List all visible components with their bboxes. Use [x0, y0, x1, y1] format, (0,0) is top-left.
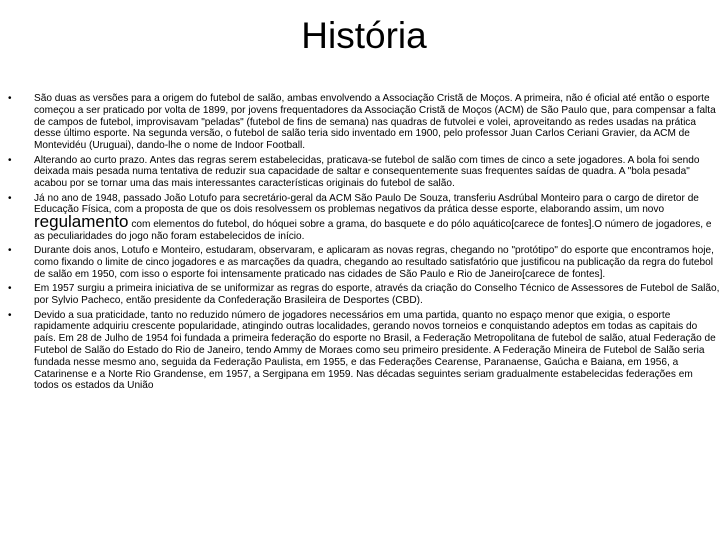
bullet-text: Durante dois anos, Lotufo e Monteiro, estudaram, observaram, e aplicaram as novas regras, chegando no "protótipo" do esporte que encontramos hoje, como fixando o limite de cinco jogadores e as marcações da quadra, chegando ao resultado satisfatório que justificou na publicação da regra do futebol de salão em 1950, com isso o esporte foi intensamente praticado nas cidades de São Paulo e Rio de Janeiro[carece de fontes]. [34, 245, 714, 280]
bullet-text-after: com elementos do futebol, do hóquei sobre a grama, do basquete e do pólo aquático[carece de fontes].O número de jogadores, e as peculiaridades do jogo não foram estabelecidos de início. [34, 219, 712, 242]
bullet-icon: • [8, 245, 12, 257]
bullet-item [8, 193, 720, 243]
slide-title: História [301, 15, 427, 56]
bullet-text: São duas as versões para a origem do futebol de salão, ambas envolvendo a Associação Cristã de Moços. A primeira, não é oficial até então o esporte começou a ser praticado por volta de 1899, por jovens frequentadores da Associação Cristã de Moços (ACM) de São Paulo que, para compensar a falta de campos de futebol, improvisavam "peladas" (futebol de fins de semana) nas quadras de futvolei e volei, aproveitando as redes usadas na prática desse último esporte. Na segunda versão, o futebol de salão teria sido inventado em 1900, pelo professor Juan Carlos Ceriani Gravier, da ACM de Montevidéu (Uruguai), dando-lhe o nome de Indoor Football. [34, 93, 716, 152]
bullet-icon: • [8, 154, 12, 166]
bullet-icon: • [8, 192, 12, 204]
bullet-item [8, 245, 720, 280]
bullet-item [8, 310, 720, 393]
bullet-list [8, 93, 720, 395]
bullet-item [8, 283, 720, 307]
bullet-emphasis: regulamento [34, 212, 129, 232]
bullet-icon: • [8, 93, 12, 104]
bullet-text: Alterando ao curto prazo. Antes das regras serem estabelecidas, praticava-se futebol de salão com times de cinco a sete jogadores. A bola foi sendo deixada mais pesada numa tentativa de reduzir sua capacidade de saltar e consequentemente suas frequentes saídas de quadra. A "bola pesada" acabou por se tornar uma das mais interessantes características originais do futebol de salão. [34, 154, 700, 190]
bullet-text-before: Já no ano de 1948, passado João Lotufo para secretário-geral da ACM São Paulo De Souza, transferiu Asdrúbal Monteiro para o cargo de diretor de Educação Física, com a proposta de que os dois resolvessem os problemas negativos da prática desse esporte, elaborando assim, um novo [34, 192, 699, 216]
bullet-icon: • [8, 309, 12, 321]
bullet-item [8, 93, 720, 152]
bullet-text: Em 1957 surgiu a primeira iniciativa de se uniformizar as regras do esporte, através da criação do Conselho Técnico de Assessores de Futebol de Salão, por Sylvio Pacheco, então presidente da Confederação Brasileira de Desportes (CBD). [34, 283, 720, 307]
bullet-icon: • [8, 283, 12, 295]
bullet-item [8, 155, 720, 190]
bullet-text: Devido a sua praticidade, tanto no reduzido número de jogadores necessários em uma partida, quanto no espaço menor que exigia, o esporte rapidamente adquiriu crescente popularidade, atingindo outras localidades, gerando novos torneios e conquistando adeptos em todas as capitais do país. Em 28 de Julho de 1954 foi fundada a primeira federação do esporte no Brasil, a Federação Metropolitana de futebol de salão, atual Federação de Futebol de Salão do Estado do Rio de Janeiro, tendo Ammy de Moraes como seu primeiro presidente. A Federação Mineira de Futebol de Salão seria fundada nesse mesmo ano, seguida da Federação Paulista, em 1955, e das Federações Cearense, Paranaense, Gaúcha e Baiana, em 1956, a Catarinense e a Norte Rio Grandense, em 1957, a Sergipana em 1959. Nas décadas seguintes seriam gradualmente estabelecidas federações em todos os estados da União [34, 309, 716, 392]
